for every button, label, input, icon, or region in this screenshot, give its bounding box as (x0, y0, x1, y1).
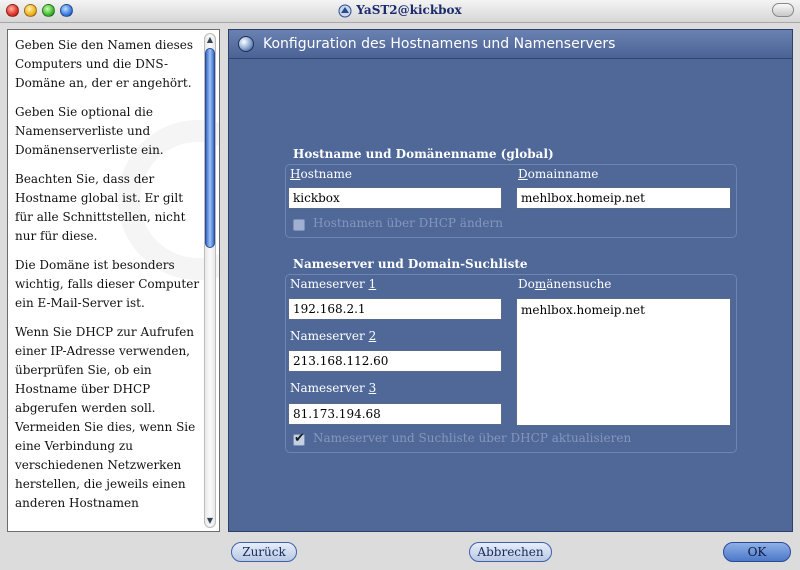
yast-app-icon (338, 4, 352, 18)
help-paragraph: Wenn Sie DHCP zur Aufrufen einer IP-Adresse verwenden, überprüfen Sie, ob ein Hostname über DHCP abgerufen werden soll. Vermeiden Sie dies, wenn Sie eine Verbindung zu verschiedenen Netzwerken herstellen, die jeweils einen anderen Hostnamen (15, 325, 196, 510)
main-header (229, 30, 792, 59)
nameserver-group-title: Nameserver und Domain-Suchliste (293, 257, 528, 271)
nameserver-1-input[interactable]: 192.168.2.1 (288, 298, 502, 320)
abort-button[interactable]: Abbrechen (469, 542, 552, 562)
change-hostname-dhcp-checkbox[interactable] (293, 219, 305, 231)
update-nameserver-dhcp-checkbox[interactable] (293, 434, 305, 446)
help-panel (7, 29, 220, 532)
domainname-input[interactable]: mehlbox.homeip.net (516, 187, 731, 209)
domain-search-item[interactable]: mehlbox.homeip.net (521, 303, 645, 317)
nameserver-2-label: Nameserver 2 (290, 329, 377, 343)
help-paragraph: Beachten Sie, dass der Hostname global ist. Er gilt für alle Schnittstellen, nicht nur für diese. (15, 172, 186, 243)
help-paragraph: Die Domäne ist besonders wichtig, falls dieser Computer ein E-Mail-Server ist. (15, 258, 200, 310)
hostname-group-title: Hostname und Domänenname (global) (293, 147, 554, 161)
hostname-input[interactable]: kickbox (288, 187, 502, 209)
window-menu-button[interactable] (772, 3, 794, 17)
back-button[interactable]: Zurück (231, 542, 297, 562)
nameserver-1-label: Nameserver 1 (290, 277, 377, 291)
change-hostname-dhcp-label: Hostnamen über DHCP ändern (313, 216, 503, 230)
page-title: Konfiguration des Hostnamens und Namenservers (263, 36, 616, 52)
help-scroll-thumb[interactable] (205, 48, 215, 248)
hostname-label: Hostname (290, 167, 353, 181)
nameserver-3-label: Nameserver 3 (290, 381, 377, 395)
domainname-label: Domainname (518, 167, 599, 181)
help-scrollbar[interactable] (204, 33, 216, 528)
nameserver-2-input[interactable]: 213.168.112.60 (288, 350, 502, 372)
scroll-down-icon[interactable]: ▼ (206, 516, 214, 525)
scroll-up-icon[interactable]: ▲ (206, 35, 214, 44)
help-paragraph: Geben Sie den Namen dieses Computers und die DNS-Domäne an, der er angehört. (15, 38, 194, 90)
nameserver-3-input[interactable]: 81.173.194.68 (288, 403, 502, 425)
main-panel (228, 29, 793, 532)
help-paragraph: Geben Sie optional die Namenserverliste und Domänenserverliste ein. (15, 105, 164, 157)
window-title-wrap (0, 3, 800, 18)
domain-search-label: Domänensuche (518, 277, 612, 291)
domain-search-list[interactable] (516, 298, 731, 426)
ok-button[interactable]: OK (723, 542, 791, 562)
update-nameserver-dhcp-label: Nameserver und Suchliste über DHCP aktualisieren (313, 431, 632, 445)
window-title: YaST2@kickbox (356, 3, 462, 17)
window-titlebar (0, 0, 800, 23)
help-text (15, 36, 201, 523)
network-globe-icon (238, 36, 254, 52)
